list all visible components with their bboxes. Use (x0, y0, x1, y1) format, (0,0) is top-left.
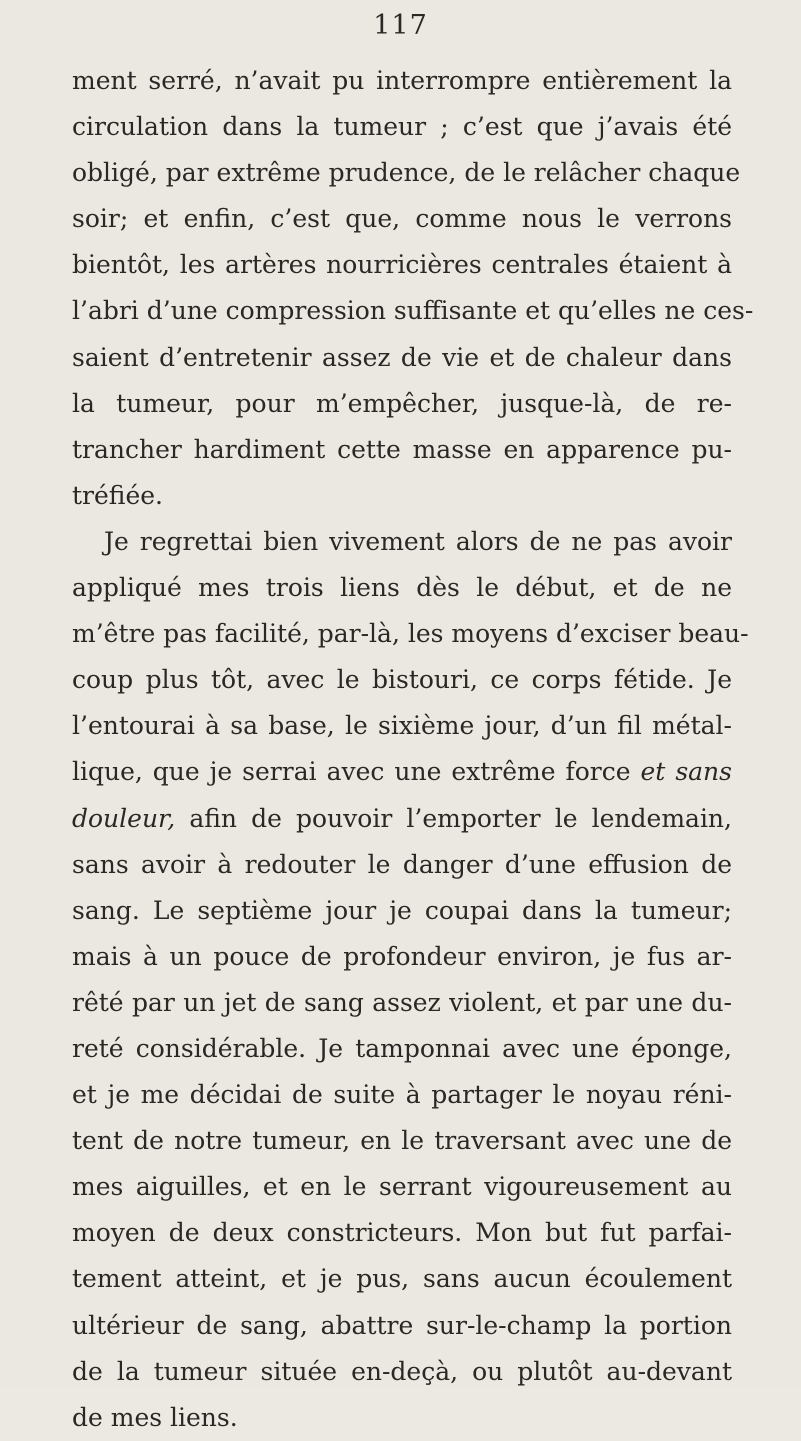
text-line: ultérieur de sang, abattre sur-le-champ la portion (72, 1310, 732, 1340)
body-text (72, 58, 754, 1441)
paragraph-start-line: Je regrettai bien vivement alors de ne pas avoir (104, 526, 732, 556)
text-line: tement atteint, et je pus, sans aucun écoulement (72, 1264, 732, 1294)
text-line: coup plus tôt, avec le bistouri, ce corps fétide. Je (72, 665, 732, 695)
text-line: et je me décidai de suite à partager le noyau réni- (72, 1080, 732, 1110)
text-line: l’abri d’une compression suffisante et qu’elles ne ces- (72, 296, 754, 326)
text-line (72, 796, 732, 842)
text-line (72, 749, 732, 795)
text-line: mes aiguilles, et en le serrant vigoureusement au (72, 1172, 732, 1202)
text-line: bientôt, les artères nourricières centrales étaient à (72, 250, 732, 280)
text-line: appliqué mes trois liens dès le début, et de ne (72, 573, 732, 603)
text-line: tréfiée. (72, 480, 164, 510)
text-line: tent de notre tumeur, en le traversant avec une de (72, 1126, 732, 1156)
text-line: saient d’entretenir assez de vie et de chaleur dans (72, 342, 732, 372)
text-segment: lique, que je serrai avec une extrême force (72, 757, 631, 787)
text-line: obligé, par extrême prudence, de le relâcher chaque (72, 158, 741, 188)
text-line: de mes liens. (72, 1402, 238, 1432)
italic-text: et sans (640, 757, 732, 787)
page-number: 117 (373, 10, 428, 41)
text-line: mais à un pouce de profondeur environ, je fus ar- (72, 941, 732, 971)
text-line: moyen de deux constricteurs. Mon but fut parfai- (72, 1218, 732, 1248)
text-line: soir; et enfin, c’est que, comme nous le verrons (72, 204, 732, 234)
italic-text: douleur, (72, 803, 176, 833)
text-segment: afin de pouvoir l’emporter le lendemain, (189, 803, 732, 833)
text-line: reté considérable. Je tamponnai avec une éponge, (72, 1033, 732, 1063)
text-line: l’entourai à sa base, le sixième jour, d’un fil métal- (72, 711, 732, 741)
text-line: ment serré, n’avait pu interrompre entièrement la (72, 66, 732, 95)
text-line: m’être pas facilité, par-là, les moyens d’exciser beau- (72, 619, 749, 649)
text-line: de la tumeur située en-deçà, ou plutôt au-devant (72, 1356, 732, 1386)
text-line: trancher hardiment cette masse en apparence pu- (72, 434, 732, 464)
text-line: la tumeur, pour m’empêcher, jusque-là, de re- (72, 388, 732, 418)
text-line: sans avoir à redouter le danger d’une effusion de (72, 849, 732, 879)
text-line: circulation dans la tumeur ; c’est que j’avais été (72, 112, 732, 142)
text-line: rêté par un jet de sang assez violent, et par une du- (72, 987, 732, 1017)
text-line: sang. Le septième jour je coupai dans la tumeur; (72, 895, 732, 925)
